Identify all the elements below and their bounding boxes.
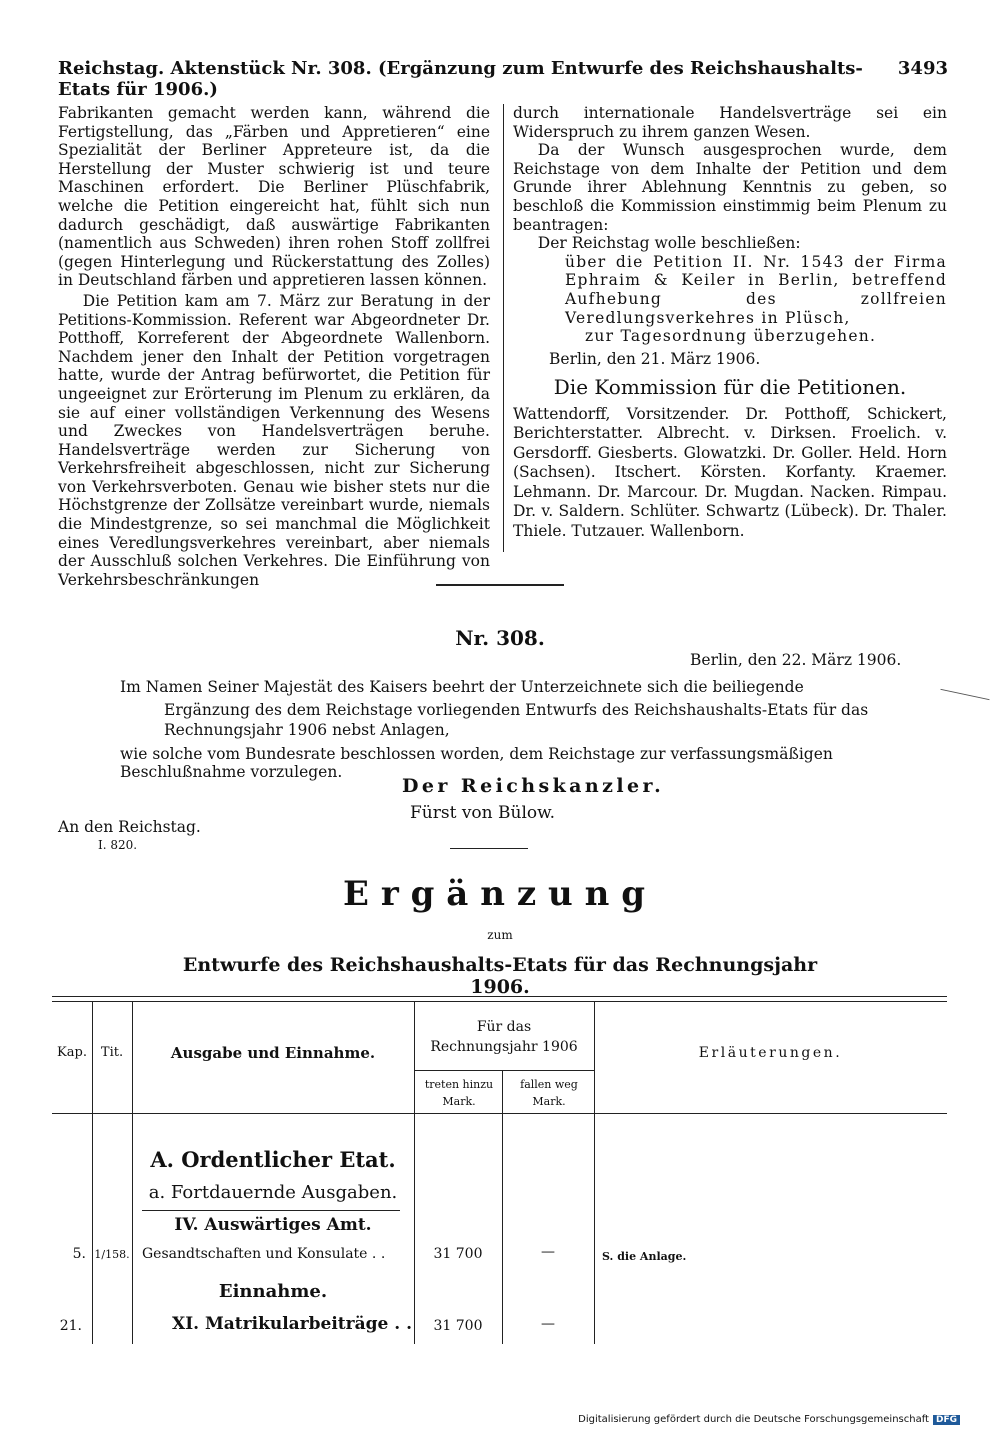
row1-hinzu: 31 700: [433, 1246, 483, 1262]
resolution-text: über die Petition II. Nr. 1543 der Firma Ephraim & Keiler in Berlin, betreffend Aufhebung des zollfreien Veredlungsverkehres in Plüsch,: [565, 252, 947, 327]
resolution-end: zur Tagesordnung überzugehen.: [585, 327, 877, 346]
section-einnahme: Einnahme.: [218, 1281, 328, 1302]
header-hinzu: treten hinzu Mark.: [424, 1078, 494, 1108]
section-ordentlicher-etat: A. Ordentlicher Etat.: [150, 1147, 396, 1172]
table-hline: [52, 1113, 947, 1114]
header-tit: Tit.: [100, 1045, 124, 1060]
digitization-text: Digitalisierung gefördert durch die Deutsche Forschungsgemeinschaft: [578, 1414, 929, 1425]
header-ausgabe: Ausgabe und Einnahme.: [170, 1044, 376, 1062]
row2-kap: 21.: [59, 1318, 82, 1334]
right-date: Berlin, den 21. März 1906.: [549, 349, 761, 368]
table-vline: [414, 1001, 415, 1344]
right-paragraph-1: durch internationale Handelsverträge sei ein Widerspruch zu ihrem ganzen Wesen.: [513, 104, 947, 141]
supplement-title: Ergänzung: [343, 874, 657, 914]
page-header: [58, 58, 948, 100]
page-number: 3493: [897, 58, 948, 79]
header-fuer-das: Für das Rechnungsjahr 1906: [430, 1019, 578, 1055]
commission-signatories: Wattendorff, Vorsitzender. Dr. Potthoff, Schickert, Berichterstatter. Albrecht. v. Dirksen. Froelich. v. Gersdorff. Giesberts. Glowatzki. Dr. Goller. Held. Horn (Sachsen). Itschert. Körsten. Korfanty. Kraemer. Lehmann. Dr. Marcour. Dr. Mugdan. Nacken. Rimpau. Dr. v. Saldern. Schlüter. Schwartz (Lübeck). Dr. Thaler. Thiele. Tutzauer. Wallenborn.: [513, 404, 947, 540]
row2-hinzu: 31 700: [433, 1318, 483, 1334]
right-column: [513, 104, 947, 541]
margin-mark: [940, 689, 989, 700]
row1-weg: —: [541, 1244, 555, 1260]
supplement-sub1: zum: [487, 928, 513, 942]
signature-rule: [450, 848, 528, 849]
header-erlaeuterungen: Erläuterungen.: [698, 1045, 843, 1061]
document-line-2: Ergänzung des dem Reichstage vorliegenden Entwurfs des Reichshaushalts-Etats für das Rechnungsjahr 1906 nebst Anlagen,: [164, 701, 869, 739]
digitization-note: [578, 1414, 960, 1425]
supplement-sub2: Entwurfe des Reichshaushalts-Etats für das Rechnungsjahr 1906.: [182, 954, 818, 998]
dfg-logo: DFG: [933, 1415, 960, 1425]
row1-text: Gesandtschaften und Konsulate . .: [142, 1246, 386, 1262]
reference-number: I. 820.: [98, 838, 138, 852]
document-date: Berlin, den 22. März 1906.: [690, 651, 902, 669]
section-underline: [142, 1210, 400, 1211]
document-number: Nr. 308.: [455, 626, 545, 650]
document-line-1: Im Namen Seiner Majestät des Kaisers beehrt der Unterzeichnete sich die beiliegende: [120, 678, 804, 696]
document-line-3: wie solche vom Bundesrate beschlossen worden, dem Reichstage zur verfassungsmäßigen Beschlußnahme vorzulegen.: [120, 745, 833, 781]
left-column: [58, 104, 490, 589]
section-auswaertiges-amt: IV. Auswärtiges Amt.: [174, 1215, 372, 1235]
resolution-intro: Der Reichstag wolle beschließen:: [537, 234, 801, 253]
signer-name: Fürst von Bülow.: [410, 803, 556, 823]
column-divider: [503, 104, 504, 552]
section-fortdauernde-ausgaben: a. Fortdauernde Ausgaben.: [148, 1182, 398, 1203]
section-separator: [436, 584, 564, 586]
row1-tit: 1/158.: [94, 1248, 130, 1261]
left-paragraph-2: Die Petition kam am 7. März zur Beratung in der Petitions-Kommission. Referent war Abgeordneter Dr. Potthoff, Korreferent der Abgeordnete Wallenborn. Nachdem jener den Inhalt der Petition vorgetragen hatte, wurde der Antrag befürwortet, die Petition für ungeeignet zur Erörterung im Plenum zu erklären, da sie auf einer vollständigen Verkennung des Wesens und Zweckes von Handelsverträgen beruhe. Handelsverträge werden zur Sicherung von Verkehrsfreiheit abgeschlossen, nicht zur Sicherung von Verkehrsverboten. Genau wie bisher stets nur die Höchstgrenze der Zollsätze vereinbart wurde, niemals die Mindestgrenze, so sei manchmal die Möglichkeit eines Veredlungsverkehres vereinbart, aber niemals der Ausschluß solchen Verkehres. Die Einführung von Verkehrsbeschränkungen: [58, 291, 490, 589]
table-vline: [502, 1070, 503, 1344]
row1-kap: 5.: [72, 1246, 86, 1262]
row2-text: XI. Matrikularbeiträge . .: [172, 1314, 413, 1334]
row2-weg: —: [541, 1316, 555, 1332]
row1-erlaeuterung: S. die Anlage.: [602, 1250, 687, 1263]
table-hline: [414, 1070, 594, 1071]
budget-table: [52, 1001, 947, 1344]
signer-title: Der Reichskanzler.: [402, 775, 665, 797]
right-paragraph-2: Da der Wunsch ausgesprochen wurde, dem Reichstage von dem Inhalte der Petition und dem Grunde ihrer Ablehnung Kenntnis zu geben, so beschloß die Kommission einstimmig beim Plenum zu beantragen:: [513, 141, 947, 234]
header-weg: fallen weg Mark.: [520, 1078, 578, 1108]
commission-title: Die Kommission für die Petitionen.: [553, 375, 907, 400]
left-paragraph-1: Fabrikanten gemacht werden kann, während die Fertigstellung, das „Färben und Appretieren“ eine Spezialität der Berliner Appreteure ist, da die Herstellung der Muster schwierig ist und teure Maschinen erfordert. Die Berliner Plüschfabrik, welche die Petition eingereicht hat, fühlt sich nun dadurch geschädigt, daß auswärtige Fabrikanten (namentlich aus Schweden) ihren rohen Stoff zollfrei (gegen Hinterlegung und Rückerstattung des Zolles) in Deutschland färben und appretieren lassen können.: [58, 104, 490, 290]
running-title: Reichstag. Aktenstück Nr. 308. (Ergänzung zum Entwurfe des Reichshaushalts-Etats für 1906.): [58, 58, 863, 100]
header-kap: Kap.: [57, 1045, 87, 1060]
addressee: An den Reichstag.: [58, 818, 201, 836]
